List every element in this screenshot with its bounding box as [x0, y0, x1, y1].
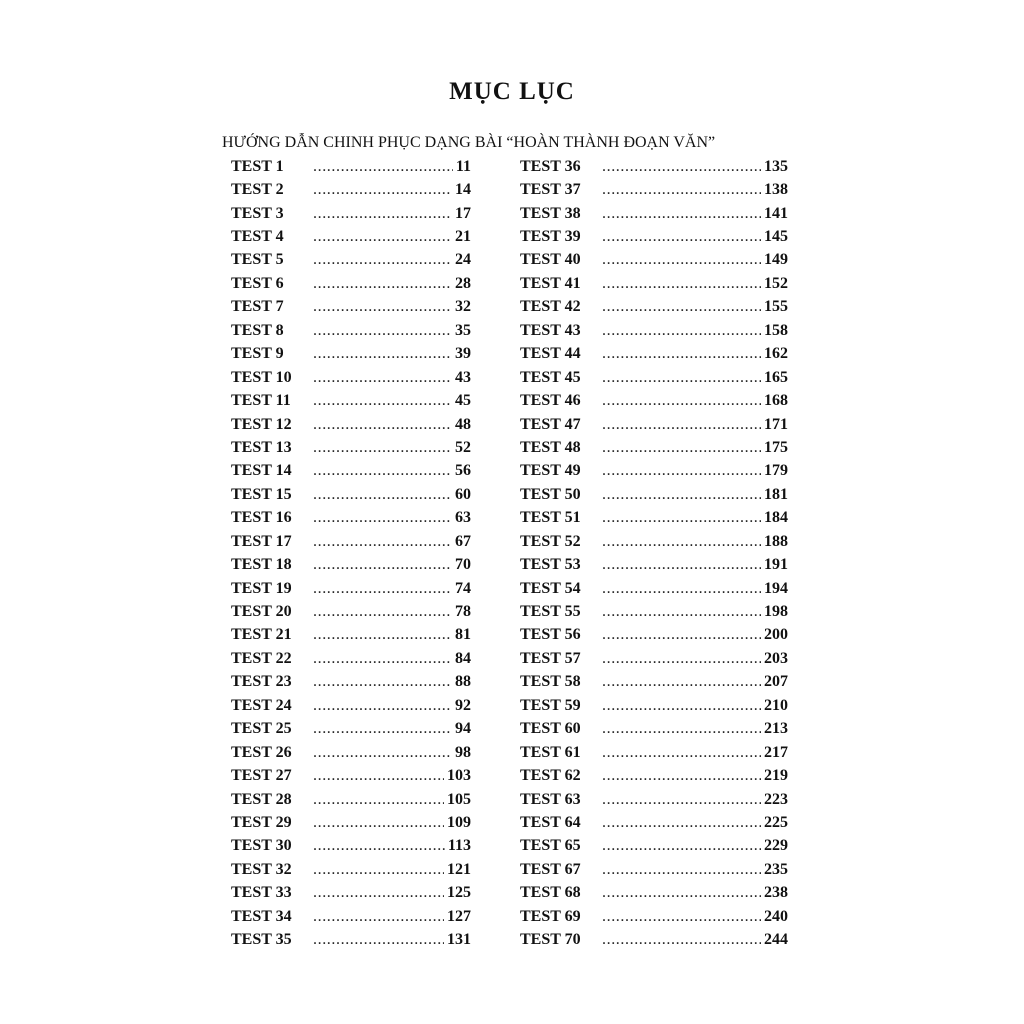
toc-entry-label: TEST 41 — [520, 274, 581, 292]
toc-entry-page: 179 — [764, 462, 788, 480]
dot-leader — [313, 837, 445, 855]
toc-entry-label: TEST 21 — [231, 626, 292, 644]
toc-entry-label: TEST 19 — [231, 579, 292, 597]
toc-entry-page: 11 — [455, 157, 471, 175]
toc-entry — [231, 507, 471, 530]
dot-leader — [602, 416, 761, 434]
toc-entry-label: TEST 40 — [520, 251, 581, 269]
toc-entry-page: 200 — [764, 626, 788, 644]
toc-entry-page: 121 — [447, 860, 471, 878]
toc-entry-page: 56 — [455, 462, 471, 480]
toc-entry-page: 229 — [764, 837, 788, 855]
dot-leader — [313, 931, 444, 949]
toc-entry — [520, 389, 788, 412]
toc-entry-page: 155 — [764, 298, 788, 316]
toc-entry-label: TEST 70 — [520, 931, 581, 949]
toc-entry-label: TEST 61 — [520, 743, 581, 761]
guide-heading: HƯỚNG DẪN CHINH PHỤC DẠNG BÀI “HOÀN THÀNH ĐOẠN VĂN” — [222, 134, 716, 151]
toc-entry — [520, 202, 788, 225]
toc-entry-label: TEST 47 — [520, 415, 581, 433]
toc-entry-page: 171 — [764, 415, 788, 433]
toc-entry-page: 88 — [455, 673, 471, 691]
toc-entry-label: TEST 15 — [231, 485, 292, 503]
toc-entry-label: TEST 30 — [231, 837, 292, 855]
dot-leader — [313, 650, 452, 668]
toc-entry-page: 168 — [764, 392, 788, 410]
toc-entry-page: 152 — [764, 274, 788, 292]
toc-entry — [520, 178, 788, 201]
dot-leader — [602, 720, 761, 738]
toc-entry-page: 21 — [455, 228, 471, 246]
toc-entry-label: TEST 23 — [231, 673, 292, 691]
toc-entry-label: TEST 16 — [231, 509, 292, 527]
toc-entry-page: 138 — [764, 181, 788, 199]
toc-entry — [231, 553, 471, 576]
dot-leader — [602, 603, 761, 621]
toc-entry-label: TEST 18 — [231, 556, 292, 574]
toc-entry-page: 113 — [447, 837, 471, 855]
toc-entry-page: 48 — [455, 415, 471, 433]
toc-entry-page: 145 — [764, 228, 788, 246]
dot-leader — [602, 931, 761, 949]
toc-entry-label: TEST 4 — [231, 228, 284, 246]
toc-entry — [231, 272, 471, 295]
toc-entry-label: TEST 50 — [520, 485, 581, 503]
toc-entry — [520, 905, 788, 928]
toc-entry — [231, 319, 471, 342]
toc-entry-page: 217 — [764, 743, 788, 761]
toc-entry-page: 240 — [764, 907, 788, 925]
toc-entry — [520, 436, 788, 459]
toc-entry-page: 207 — [764, 673, 788, 691]
toc-entry-page: 28 — [455, 274, 471, 292]
dot-leader — [602, 251, 761, 269]
toc-entry-page: 175 — [764, 438, 788, 456]
toc-entry-label: TEST 9 — [231, 345, 284, 363]
toc-entry-page: 98 — [455, 743, 471, 761]
dot-leader — [602, 228, 761, 246]
dot-leader — [313, 251, 452, 269]
toc-entry — [231, 460, 471, 483]
toc-entry-label: TEST 22 — [231, 649, 292, 667]
dot-leader — [602, 908, 761, 926]
toc-entry — [231, 483, 471, 506]
dot-leader — [602, 580, 761, 598]
dot-leader — [313, 462, 452, 480]
toc-entry — [520, 460, 788, 483]
toc-entry — [231, 343, 471, 366]
toc-entry — [520, 811, 788, 834]
toc-entry-page: 141 — [764, 204, 788, 222]
toc-entry — [520, 249, 788, 272]
toc-entry — [231, 202, 471, 225]
toc-entry — [231, 600, 471, 623]
toc-entry-label: TEST 60 — [520, 720, 581, 738]
toc-entry-page: 223 — [764, 790, 788, 808]
toc-entry-label: TEST 52 — [520, 532, 581, 550]
toc-entry-label: TEST 5 — [231, 251, 284, 269]
toc-entry-page: 78 — [455, 603, 471, 621]
toc-entry-page: 32 — [455, 298, 471, 316]
toc-entry — [520, 483, 788, 506]
toc-entry — [520, 882, 788, 905]
toc-entry-page: 45 — [455, 392, 471, 410]
toc-entry-page: 191 — [764, 556, 788, 574]
toc-entry — [520, 530, 788, 553]
dot-leader — [602, 626, 761, 644]
dot-leader — [313, 884, 444, 902]
toc-entry-label: TEST 55 — [520, 603, 581, 621]
toc-entry-label: TEST 13 — [231, 438, 292, 456]
toc-entry-label: TEST 54 — [520, 579, 581, 597]
dot-leader — [602, 322, 761, 340]
toc-entry — [231, 155, 471, 178]
toc-entry — [231, 835, 471, 858]
toc-entry-label: TEST 8 — [231, 321, 284, 339]
dot-leader — [602, 439, 761, 457]
toc-entry-page: 131 — [447, 931, 471, 949]
toc-entry-label: TEST 29 — [231, 813, 292, 831]
dot-leader — [602, 884, 761, 902]
toc-entry — [520, 155, 788, 178]
toc-entry — [520, 343, 788, 366]
dot-leader — [602, 509, 761, 527]
toc-left-column — [231, 155, 471, 952]
toc-entry-label: TEST 10 — [231, 368, 292, 386]
toc-entry-page: 127 — [447, 907, 471, 925]
toc-entry-label: TEST 64 — [520, 813, 581, 831]
dot-leader — [313, 439, 452, 457]
toc-entry — [231, 671, 471, 694]
toc-entry-page: 225 — [764, 813, 788, 831]
toc-entry-label: TEST 38 — [520, 204, 581, 222]
toc-entry — [231, 882, 471, 905]
toc-entry — [520, 788, 788, 811]
toc-entry-label: TEST 35 — [231, 931, 292, 949]
dot-leader — [313, 744, 452, 762]
toc-entry — [520, 671, 788, 694]
toc-entry-page: 213 — [764, 720, 788, 738]
toc-entry-label: TEST 37 — [520, 181, 581, 199]
dot-leader — [313, 158, 453, 176]
toc-entry — [231, 741, 471, 764]
toc-entry-label: TEST 65 — [520, 837, 581, 855]
dot-leader — [602, 392, 761, 410]
toc-entry-page: 135 — [764, 157, 788, 175]
toc-entry-label: TEST 14 — [231, 462, 292, 480]
dot-leader — [313, 369, 452, 387]
toc-entry-label: TEST 59 — [520, 696, 581, 714]
toc-entry-label: TEST 17 — [231, 532, 292, 550]
toc-entry-page: 63 — [455, 509, 471, 527]
toc-entry-page: 203 — [764, 649, 788, 667]
toc-entry-page: 158 — [764, 321, 788, 339]
toc-entry-page: 184 — [764, 509, 788, 527]
toc-entry-label: TEST 11 — [231, 392, 291, 410]
toc-entry-page: 74 — [455, 579, 471, 597]
toc-entry-label: TEST 68 — [520, 884, 581, 902]
toc-entry-page: 84 — [455, 649, 471, 667]
toc-entry — [231, 413, 471, 436]
toc-entry-label: TEST 25 — [231, 720, 292, 738]
toc-entry — [231, 436, 471, 459]
toc-entry — [520, 553, 788, 576]
toc-entry-label: TEST 44 — [520, 345, 581, 363]
dot-leader — [602, 298, 761, 316]
toc-entry — [231, 249, 471, 272]
toc-entry-label: TEST 39 — [520, 228, 581, 246]
dot-leader — [313, 673, 452, 691]
dot-leader — [313, 556, 452, 574]
toc-entry-page: 52 — [455, 438, 471, 456]
dot-leader — [602, 697, 761, 715]
toc-entry-page: 149 — [764, 251, 788, 269]
toc-entry-label: TEST 46 — [520, 392, 581, 410]
dot-leader — [313, 322, 452, 340]
toc-entry-page: 165 — [764, 368, 788, 386]
toc-entry-label: TEST 67 — [520, 860, 581, 878]
toc-entry — [520, 600, 788, 623]
toc-entry — [520, 366, 788, 389]
dot-leader — [602, 486, 761, 504]
dot-leader — [602, 673, 761, 691]
dot-leader — [602, 369, 761, 387]
toc-entry-label: TEST 57 — [520, 649, 581, 667]
toc-entry-page: 103 — [447, 767, 471, 785]
toc-entry-label: TEST 20 — [231, 603, 292, 621]
toc-entry-label: TEST 32 — [231, 860, 292, 878]
toc-entry-label: TEST 53 — [520, 556, 581, 574]
toc-entry-label: TEST 58 — [520, 673, 581, 691]
toc-entry — [520, 577, 788, 600]
toc-entry — [520, 624, 788, 647]
toc-entry-label: TEST 3 — [231, 204, 284, 222]
toc-entry — [520, 741, 788, 764]
toc-entry-page: 14 — [455, 181, 471, 199]
toc-entry — [520, 507, 788, 530]
toc-entry — [231, 858, 471, 881]
toc-entry-page: 70 — [455, 556, 471, 574]
toc-entry — [520, 319, 788, 342]
dot-leader — [602, 205, 761, 223]
dot-leader — [313, 533, 452, 551]
page-title: MỤC LỤC — [449, 78, 575, 105]
dot-leader — [313, 697, 452, 715]
toc-entry — [520, 858, 788, 881]
toc-entry-label: TEST 34 — [231, 907, 292, 925]
toc-entry-page: 244 — [764, 931, 788, 949]
dot-leader — [313, 580, 452, 598]
toc-entry-label: TEST 26 — [231, 743, 292, 761]
toc-entry-label: TEST 45 — [520, 368, 581, 386]
toc-entry-page: 105 — [447, 790, 471, 808]
toc-entry — [231, 647, 471, 670]
dot-leader — [602, 791, 761, 809]
toc-entry-label: TEST 49 — [520, 462, 581, 480]
toc-entry-page: 81 — [455, 626, 471, 644]
toc-entry-page: 43 — [455, 368, 471, 386]
dot-leader — [602, 767, 761, 785]
toc-entry — [520, 694, 788, 717]
dot-leader — [313, 814, 444, 832]
dot-leader — [313, 275, 452, 293]
toc-entry-label: TEST 1 — [231, 157, 284, 175]
dot-leader — [313, 791, 444, 809]
toc-entry-page: 181 — [764, 485, 788, 503]
toc-entry — [231, 225, 471, 248]
dot-leader — [602, 158, 761, 176]
dot-leader — [313, 509, 452, 527]
toc-entry — [231, 296, 471, 319]
toc-entry-page: 109 — [447, 813, 471, 831]
toc-entry — [520, 718, 788, 741]
dot-leader — [313, 205, 452, 223]
toc-entry-label: TEST 12 — [231, 415, 292, 433]
toc-entry-label: TEST 28 — [231, 790, 292, 808]
toc-entry — [231, 577, 471, 600]
dot-leader — [313, 861, 444, 879]
dot-leader — [602, 462, 761, 480]
toc-entry — [231, 530, 471, 553]
dot-leader — [602, 650, 761, 668]
dot-leader — [602, 275, 761, 293]
toc-entry — [520, 272, 788, 295]
toc-entry — [520, 835, 788, 858]
toc-entry-label: TEST 48 — [520, 438, 581, 456]
toc-entry — [520, 225, 788, 248]
dot-leader — [313, 345, 452, 363]
toc-entry-page: 194 — [764, 579, 788, 597]
toc-entry-label: TEST 51 — [520, 509, 581, 527]
toc-entry — [231, 389, 471, 412]
toc-right-column — [520, 155, 788, 952]
toc-entry — [231, 694, 471, 717]
toc-entry-page: 238 — [764, 884, 788, 902]
dot-leader — [602, 861, 761, 879]
dot-leader — [313, 603, 452, 621]
toc-entry — [520, 764, 788, 787]
dot-leader — [602, 181, 761, 199]
toc-entry-page: 94 — [455, 720, 471, 738]
dot-leader — [313, 392, 452, 410]
toc-entry-page: 125 — [447, 884, 471, 902]
toc-entry-label: TEST 6 — [231, 274, 284, 292]
toc-entry — [520, 413, 788, 436]
toc-entry-label: TEST 56 — [520, 626, 581, 644]
toc-entry — [231, 928, 471, 951]
toc-entry-label: TEST 63 — [520, 790, 581, 808]
dot-leader — [602, 345, 761, 363]
toc-entry — [231, 811, 471, 834]
dot-leader — [313, 486, 452, 504]
dot-leader — [313, 720, 452, 738]
dot-leader — [313, 626, 452, 644]
toc-entry — [231, 788, 471, 811]
toc-entry — [231, 905, 471, 928]
dot-leader — [313, 181, 452, 199]
toc-entry — [231, 366, 471, 389]
dot-leader — [602, 533, 761, 551]
dot-leader — [602, 744, 761, 762]
toc-entry — [231, 764, 471, 787]
toc-entry-page: 198 — [764, 603, 788, 621]
dot-leader — [313, 767, 444, 785]
toc-entry-page: 24 — [455, 251, 471, 269]
toc-entry-label: TEST 33 — [231, 884, 292, 902]
toc-entry — [520, 296, 788, 319]
toc-entry-page: 39 — [455, 345, 471, 363]
toc-entry-page: 35 — [455, 321, 471, 339]
toc-entry-label: TEST 2 — [231, 181, 284, 199]
toc-entry-page: 60 — [455, 485, 471, 503]
toc-entry — [520, 647, 788, 670]
toc-entry-label: TEST 62 — [520, 767, 581, 785]
toc-entry-label: TEST 36 — [520, 157, 581, 175]
dot-leader — [602, 556, 761, 574]
toc-entry-page: 235 — [764, 860, 788, 878]
dot-leader — [313, 908, 444, 926]
toc-entry-label: TEST 27 — [231, 767, 292, 785]
toc-entry-page: 219 — [764, 767, 788, 785]
toc-entry-label: TEST 69 — [520, 907, 581, 925]
toc-entry-label: TEST 42 — [520, 298, 581, 316]
toc-entry-label: TEST 7 — [231, 298, 284, 316]
toc-entry-label: TEST 24 — [231, 696, 292, 714]
toc-entry-page: 210 — [764, 696, 788, 714]
dot-leader — [602, 814, 761, 832]
dot-leader — [313, 416, 452, 434]
toc-entry-page: 188 — [764, 532, 788, 550]
dot-leader — [313, 298, 452, 316]
toc-entry-page: 92 — [455, 696, 471, 714]
dot-leader — [313, 228, 452, 246]
toc-entry — [231, 178, 471, 201]
toc-entry — [231, 624, 471, 647]
toc-entry-page: 67 — [455, 532, 471, 550]
toc-entry-label: TEST 43 — [520, 321, 581, 339]
toc-entry-page: 162 — [764, 345, 788, 363]
toc-entry — [231, 718, 471, 741]
dot-leader — [602, 837, 761, 855]
toc-entry-page: 17 — [455, 204, 471, 222]
toc-entry — [520, 928, 788, 951]
